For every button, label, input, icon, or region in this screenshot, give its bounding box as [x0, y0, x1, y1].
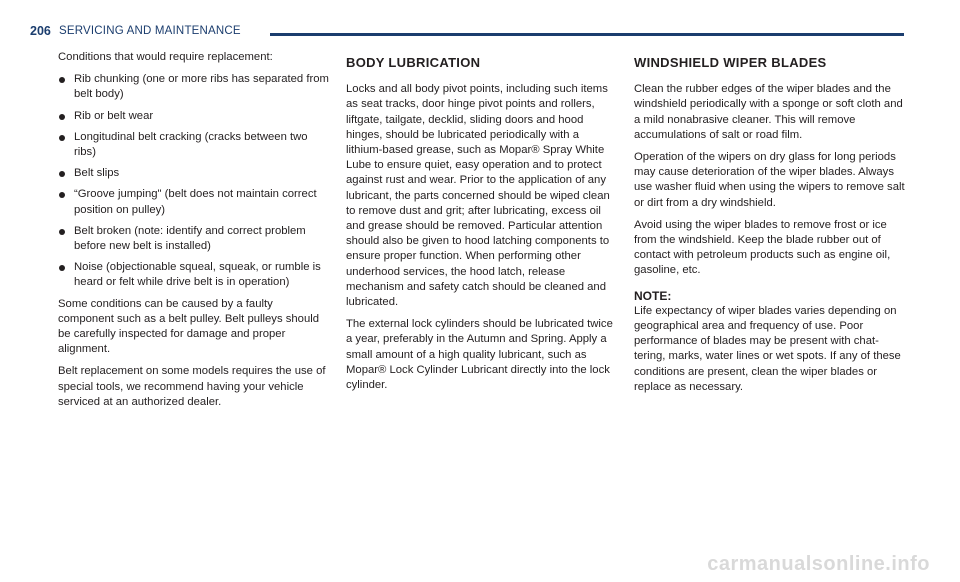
page-header: [30, 24, 904, 44]
note-text: Life expectancy of wiper blades varies depending on geographical area and frequency of use. Poor performance of blades may be present with chat-tering, marks, water lines or wet spots. If any of these conditions are present, clean the wiper blades or replace as necessary.: [634, 304, 901, 393]
list-item: Longitudinal belt cracking (cracks between two ribs): [58, 130, 330, 160]
list-item: “Groove jumping" (belt does not maintain correct position on pulley): [58, 187, 330, 217]
conditions-list: [58, 72, 330, 290]
list-item: Rib or belt wear: [58, 109, 330, 124]
list-item: Noise (objectionable squeal, squeak, or rumble is heard or felt while drive belt is in operation): [58, 260, 330, 290]
paragraph: Operation of the wipers on dry glass for long periods may cause deterioration of the wiper blades. Always use washer fluid when using the wipers to remove salt or dirt from a dry windshield.: [634, 151, 905, 209]
paragraph: Clean the rubber edges of the wiper blades and the windshield periodically with a sponge or soft cloth and a mild nonabrasive cleaner. This will remove accumulations of salt or road film.: [634, 83, 903, 141]
section-heading: WINDSHIELD WIPER BLADES: [634, 55, 827, 70]
watermark: carmanualsonline.info: [707, 553, 930, 575]
paragraph: Avoid using the wiper blades to remove frost or ice from the windshield. Keep the blade rubber out of contact with petroleum products such as engine oil, gasoline, etc.: [634, 218, 891, 277]
note-label: NOTE:: [634, 288, 672, 303]
paragraph: Some conditions can be caused by a faulty component such as a belt pulley. Belt pulleys should be carefully inspected for damage and proper alignment.: [58, 297, 320, 356]
column-belt-replacement: [58, 50, 330, 417]
section-heading: BODY LUBRICATION: [346, 55, 481, 70]
paragraph: The external lock cylinders should be lubricated twice a year, preferably in the Autumn and Spring. Apply a small amount of a high quality lubricant, such as Mopar® Lock Cylinder Lubricant directly into the lock cylinder.: [346, 318, 613, 392]
list-item: Rib chunking (one or more ribs has separated from belt body): [58, 72, 330, 102]
intro-paragraph: Conditions that would require replacement:: [58, 51, 273, 63]
paragraph: Belt replacement on some models requires the use of special tools, we recommend having your vehicle serviced at an authorized dealer.: [58, 365, 326, 408]
list-item: Belt slips: [58, 166, 330, 181]
section-title: SERVICING AND MAINTENANCE: [59, 25, 241, 37]
list-item: Belt broken (note: identify and correct problem before new belt is installed): [58, 224, 330, 254]
column-wiper-blades: [634, 50, 906, 402]
page-number: 206: [30, 24, 51, 38]
header-rule: [270, 33, 904, 36]
column-body-lubrication: [346, 50, 618, 400]
paragraph: Locks and all body pivot points, including such items as seat tracks, door hinge pivot points and rollers, liftgate, tailgate, decklid, sliding doors and hood hinges, should be lubricated periodically with a lithium-based grease, such as Mopar® Spray White Lube to ensure quiet, easy operation and to protect against rust and wear. Prior to the application of any lubricant, the parts concerned should be wiped clean to remove dust and grit; after lubricating, excess oil and grease should be removed. Particular attention should also be given to hood latching components to ensure proper function. When performing other underhood services, the hood latch, release mechanism and safety catch should be cleaned and lubricated.: [346, 83, 610, 309]
